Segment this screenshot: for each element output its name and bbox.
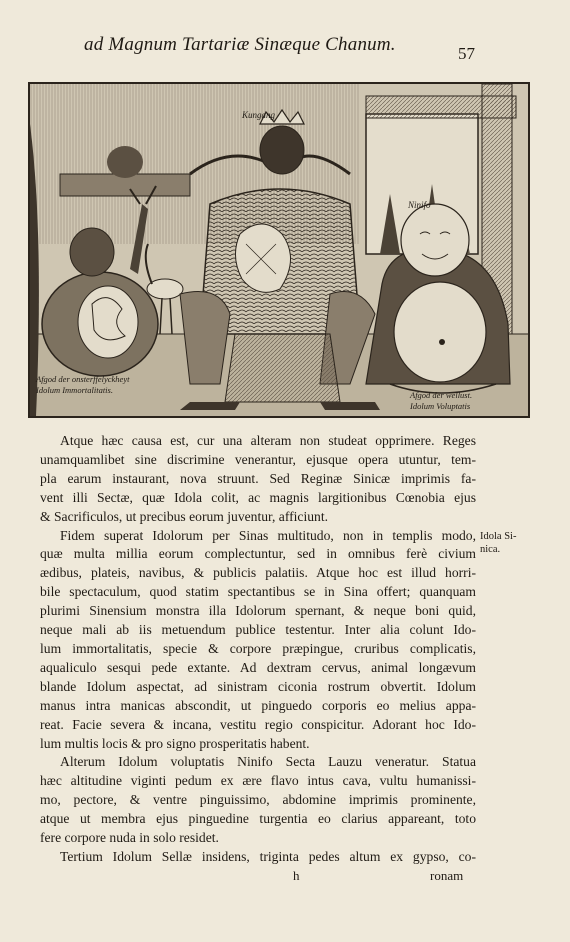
text-line: manus intra manicas abscondit, ut pinguedo corporis eo melius appa- bbox=[40, 697, 476, 713]
text-line: pla earum instaurant, nova struunt. Sed Reginæ Sinicæ imprimis fa- bbox=[40, 470, 476, 486]
text-line: ædibus, plateis, navibus, & publicis palatiis. Atque hoc est illud horri- bbox=[40, 565, 476, 581]
text-line: Tertium Idolum Sellæ insidens, triginta pedes altum ex gypso, co- bbox=[60, 848, 476, 864]
text-line: unamquamlibet sine discrimine venerantur, ejusque opera utuntur, tem- bbox=[40, 451, 476, 467]
text-line: & Sacrificulos, ut precibus eorum juventur, afficiunt. bbox=[40, 508, 328, 524]
text-line: Alterum Idolum voluptatis Ninifo Secta Lauzu veneratur. Statua bbox=[60, 754, 476, 770]
text-line: mo, pectore, & ventre pinguissimo, abdomine imprimis prominente, bbox=[40, 792, 476, 808]
engraving-plate bbox=[28, 82, 530, 418]
text-line: Atque hæc causa est, cur una alteram non studeat opprimere. Reges bbox=[60, 433, 476, 448]
caption-left-line1: Afgod der onsterffelyckheyt bbox=[36, 374, 130, 384]
text-line: lum multis locis & pro signo prosperitatis habent. bbox=[40, 735, 310, 751]
running-title: ad Magnum Tartariæ Sinæque Chanum. bbox=[84, 34, 396, 55]
label-kungang: Kungang bbox=[242, 110, 276, 120]
text-line: atque ut membra ejus pinguedine turgentia eo clarius appareant, toto bbox=[40, 811, 476, 827]
text-line: blande Idolum aspectat, ad sinistram ciconia rostrum obvertit. Idolum bbox=[40, 678, 476, 694]
text-line: lum immortalitatis, specie & corpore præpingue, cruribus complicatis, bbox=[40, 640, 476, 656]
engraving-illustration bbox=[30, 84, 528, 416]
text-line: aqualiculo sesqui pede extante. Ad dextram cervus, animal longævum bbox=[40, 659, 476, 675]
margin-note-line2: nica. bbox=[480, 544, 501, 555]
caption-left-line2: Idolum Immortalitatis. bbox=[36, 385, 113, 395]
text-line: neque mali ab iis metuendum publice testentur. Inter alia colunt Ido- bbox=[40, 622, 476, 638]
margin-note-line1: Idola Si- bbox=[480, 531, 517, 542]
text-line: bile spectaculum, quod statim spectantibus se in Sina offert; quanquam bbox=[40, 584, 476, 600]
text-line: vent illi Sectæ, quæ Idola colit, ac magnis largitionibus Cœnobia ejus bbox=[40, 489, 476, 505]
text-line: Fidem superat Idolorum per Sinas multitudo, non in templis modo, bbox=[60, 527, 476, 543]
text-line: fere corpore nuda in solo residet. bbox=[40, 830, 219, 846]
body-text bbox=[40, 432, 476, 867]
page-number: 57 bbox=[458, 44, 475, 63]
text-line: quæ multa millia eorum complectuntur, sed in omnibus ferè civium bbox=[40, 546, 476, 562]
margin-note bbox=[480, 530, 526, 556]
text-line: plurimi Sinensium monstra illa Idolorum spernant, & neque boni quid, bbox=[40, 603, 476, 619]
caption-right-line2: Idolum Voluptatis bbox=[410, 401, 471, 411]
label-ninifo: Ninifo bbox=[408, 200, 431, 210]
caption-right-line1: Afgod der wellust. bbox=[410, 390, 473, 400]
catchword: ronam bbox=[430, 868, 464, 883]
signature-mark: h bbox=[293, 868, 300, 883]
text-line: reat. Facie severa & incana, vestitu regio conspicitur. Adorant hoc Ido- bbox=[40, 716, 476, 732]
text-line: hæc altitudine viginti pedum ex ære flavo intus cava, vultu humanissi- bbox=[40, 773, 476, 789]
